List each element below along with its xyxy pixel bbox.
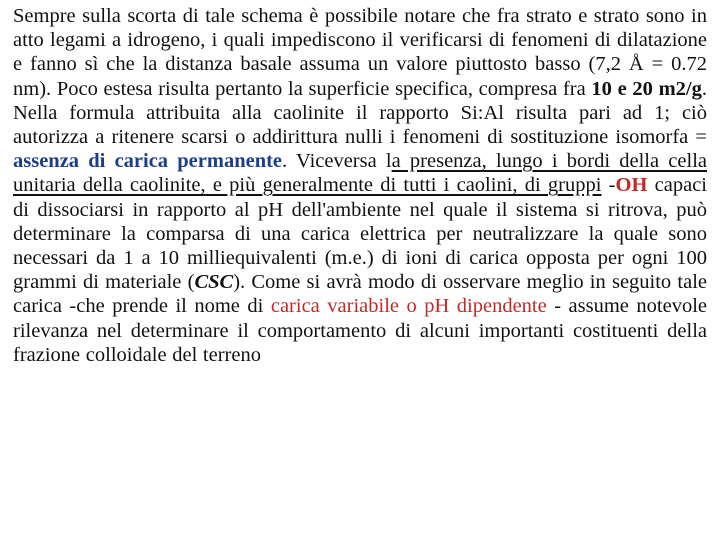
text-viceversa: . Viceversa l: [282, 150, 392, 173]
text-charge-name: ). Come si avrà modo di osservare meglio in seguito tale carica -che prende il nome di: [13, 271, 707, 318]
text-dash: -: [601, 174, 616, 197]
text-conclusion: - assume notevole rilevanza nel determinare il comportamento di alcuni importanti costituenti della frazione colloidale del terreno: [13, 295, 707, 366]
csc-abbreviation: CSC: [194, 271, 234, 294]
oh-group: OH: [615, 174, 648, 197]
text-dissociation: capaci di dissociarsi in rapporto al pH dell'ambiente nel quale il sistema si ritrova, può determinare la comparsa di una carica elettrica per neutralizzare la quale sono necessari da 1 a 10 milliequivalenti (m.e.) di ioni di carica opposta per ogni 100 grammi di materiale (: [13, 174, 707, 294]
text-intro: Sempre sulla scorta di tale schema è possibile notare che fra strato e strato sono in atto legami a idrogeno, i quali impediscono il verificarsi di fenomeni di dilatazione e fanno sì che la distanza basale assuma un valore piuttosto basso (7,2 Å = 0.72 nm). Poco estesa risulta pertanto la superficie specifica, compresa fra: [13, 5, 707, 100]
surface-area-range: 10 e 20 m2/g: [591, 77, 702, 100]
permanent-charge-absence: assenza di carica permanente: [13, 150, 283, 173]
variable-charge-term: carica variabile o pH dipendente: [270, 295, 547, 318]
text-formula: . Nella formula attribuita alla caolinite il rapporto Si:Al risulta pari ad 1; ciò autorizza a ritenere scarsi o addirittura nulli i fenomeni di sostituzione isomorfa =: [13, 77, 707, 149]
underlined-presence-phrase: a presenza, lungo i bordi della cella unitaria della caolinite, e più generalmente di tutti i caolini, di gruppi: [13, 150, 707, 197]
body-paragraph: [13, 4, 707, 367]
